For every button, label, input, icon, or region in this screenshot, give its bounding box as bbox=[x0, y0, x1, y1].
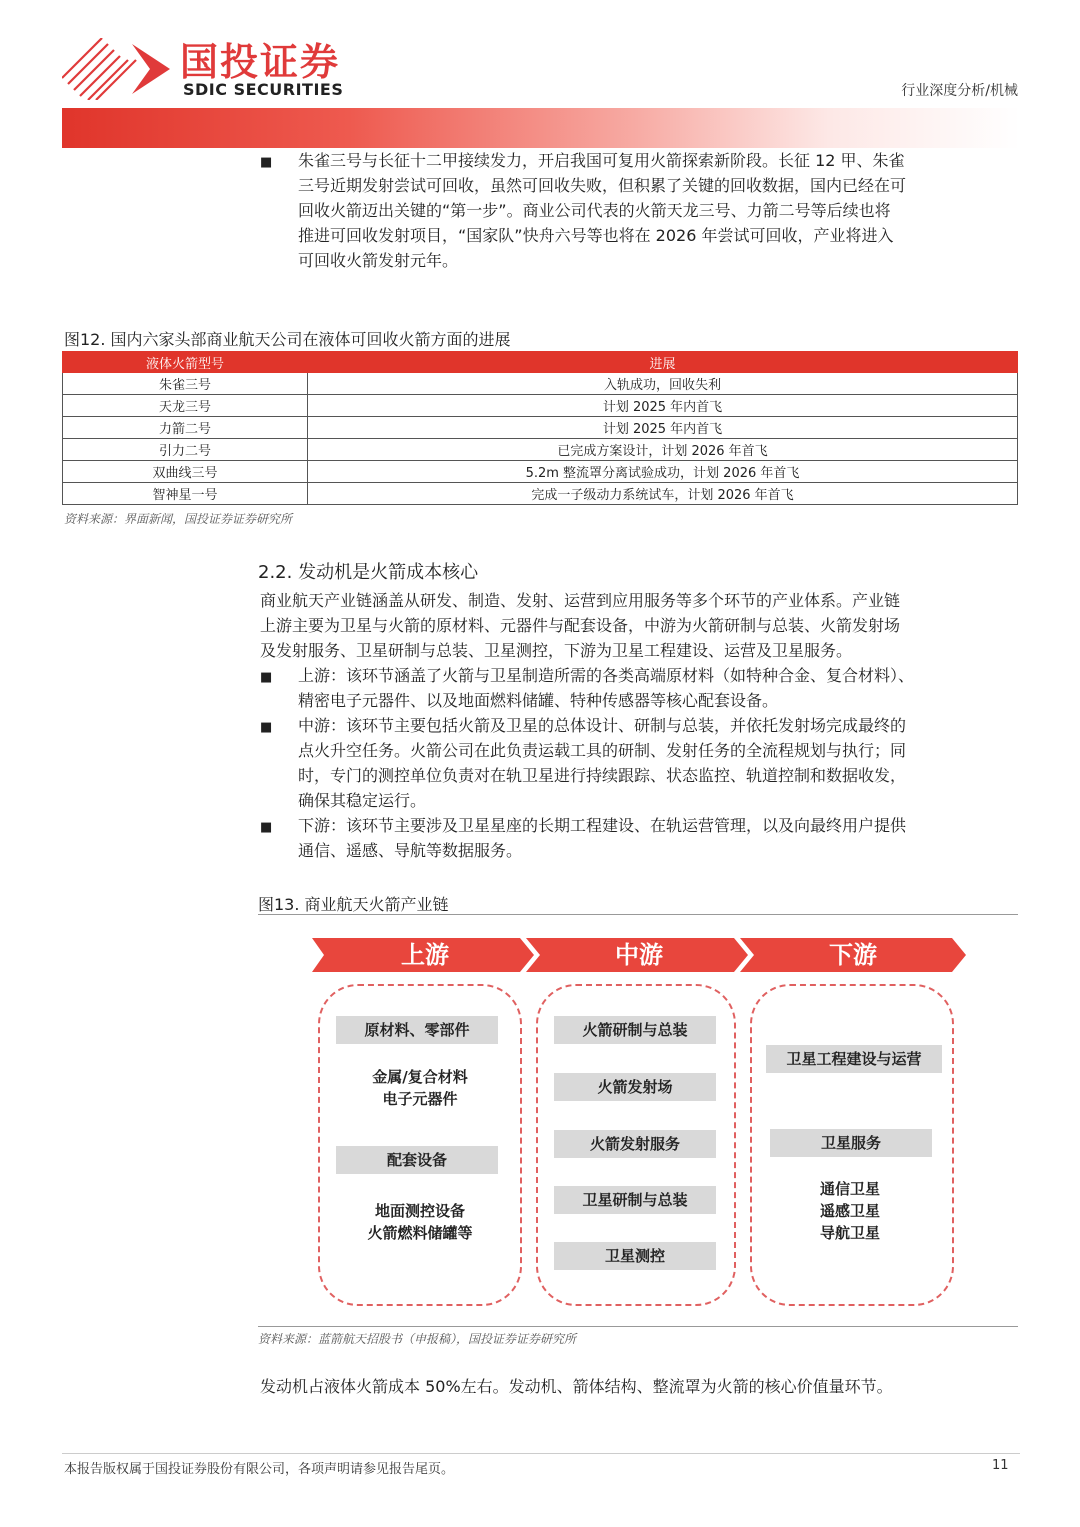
bullet-downstream bbox=[298, 813, 1022, 863]
midstream-bar: 卫星测控 bbox=[554, 1242, 716, 1270]
figure12-title: 图12. 国内六家头部商业航天公司在液体可回收火箭方面的进展 bbox=[64, 330, 511, 349]
table-cell: 朱雀三号 bbox=[63, 373, 308, 395]
upstream-bar-materials: 原材料、零部件 bbox=[336, 1016, 498, 1044]
text-line: 时，专门的测控单位负责对在轨卫星进行持续跟踪、状态监控、轨道控制和数据收发， bbox=[298, 766, 907, 785]
text-line: 中游：该环节主要包括火箭及卫星的总体设计、研制与总装，并依托发射场完成最终的 bbox=[298, 716, 907, 735]
bullet-square-icon: ■ bbox=[260, 670, 273, 685]
section-intro bbox=[260, 588, 1022, 663]
text-line: 遥感卫星 bbox=[819, 1202, 880, 1220]
downstream-bar-service: 卫星服务 bbox=[770, 1129, 932, 1157]
text-line: 上游：该环节涵盖了火箭与卫星制造所需的各类高端原材料（如特种合金、复合材料）、 bbox=[298, 666, 915, 685]
bullet-square-icon: ■ bbox=[260, 720, 273, 735]
stage-midstream-label: 中游 bbox=[615, 941, 663, 969]
footer-text: 本报告版权属于国投证券股份有限公司，各项声明请参见报告尾页。 bbox=[64, 1462, 455, 1477]
logo-text-en: SDIC SECURITIES bbox=[183, 80, 344, 99]
logo-mark-icon bbox=[62, 38, 174, 100]
figure12-source: 资料来源：界面新闻，国投证券证券研究所 bbox=[64, 512, 293, 526]
figure12-table bbox=[62, 351, 1018, 505]
text-line: 朱雀三号与长征十二甲接续发力，开启我国可复用火箭探索新阶段。长征 12 甲、朱雀 bbox=[298, 151, 905, 170]
table-row bbox=[63, 483, 1018, 505]
table-header-row bbox=[63, 352, 1018, 373]
table-cell: 双曲线三号 bbox=[63, 461, 308, 483]
downstream-bar-construction: 卫星工程建设与运营 bbox=[766, 1045, 942, 1073]
upstream-bar-equipment: 配套设备 bbox=[336, 1146, 498, 1174]
report-category: 行业深度分析/机械 bbox=[901, 83, 1018, 99]
midstream-bar: 火箭研制与总装 bbox=[554, 1016, 716, 1044]
text-line: 通信卫星 bbox=[819, 1180, 880, 1198]
figure13-source: 资料来源：蓝箭航天招股书（申报稿），国投证券证券研究所 bbox=[258, 1332, 577, 1346]
text-line: 电子元器件 bbox=[382, 1090, 458, 1108]
text-line: 导航卫星 bbox=[819, 1224, 880, 1242]
text-line: 精密电子元器件、以及地面燃料储罐、特种传感器等核心配套设备。 bbox=[298, 691, 779, 710]
text-line: 金属/复合材料 bbox=[372, 1068, 468, 1086]
table-cell: 引力二号 bbox=[63, 439, 308, 461]
table-cell: 入轨成功，回收失利 bbox=[308, 373, 1018, 395]
text-line: 回收火箭迈出关键的“第一步”。商业公司代表的火箭天龙三号、力箭二号等后续也将 bbox=[298, 201, 891, 220]
column-header: 进展 bbox=[308, 352, 1018, 373]
table-cell: 天龙三号 bbox=[63, 395, 308, 417]
table-row bbox=[63, 461, 1018, 483]
stage-upstream-label: 上游 bbox=[401, 941, 449, 969]
table-cell: 智神星一号 bbox=[63, 483, 308, 505]
table-row bbox=[63, 395, 1018, 417]
intro-bullet-text bbox=[298, 148, 1022, 273]
text-line: 推进可回收发射项目，“国家队”快舟六号等也将在 2026 年尝试可回收，产业将进入 bbox=[298, 226, 894, 245]
bullet-square-icon: ■ bbox=[260, 820, 273, 835]
midstream-bar: 火箭发射场 bbox=[554, 1073, 716, 1101]
stage-downstream-label: 下游 bbox=[829, 941, 877, 969]
text-line: 及发射服务、卫星研制与总装、卫星测控，下游为卫星工程建设、运营及卫星服务。 bbox=[260, 641, 853, 660]
upstream-text-equipment bbox=[326, 1200, 514, 1244]
column-header: 液体火箭型号 bbox=[63, 352, 308, 373]
bullet-upstream bbox=[298, 663, 1022, 713]
divider bbox=[258, 1326, 1018, 1327]
text-line: 下游：该环节主要涉及卫星星座的长期工程建设、在轨运营管理，以及向最终用户提供 bbox=[298, 816, 907, 835]
section-title: 2.2. 发动机是火箭成本核心 bbox=[258, 562, 479, 583]
page-number: 11 bbox=[992, 1458, 1009, 1473]
text-line: 通信、遥感、导航等数据服务。 bbox=[298, 841, 523, 860]
downstream-text-satellites bbox=[758, 1178, 942, 1244]
logo-text-cn: 国投证券 bbox=[180, 40, 341, 84]
upstream-text-materials bbox=[326, 1066, 514, 1110]
table-row bbox=[63, 373, 1018, 395]
header-band bbox=[62, 108, 1020, 148]
table-cell: 力箭二号 bbox=[63, 417, 308, 439]
table-cell: 计划 2025 年内首飞 bbox=[308, 417, 1018, 439]
figure13-title: 图13. 商业航天火箭产业链 bbox=[258, 895, 449, 914]
bullet-midstream bbox=[298, 713, 1022, 813]
table-cell: 计划 2025 年内首飞 bbox=[308, 395, 1018, 417]
table-row bbox=[63, 439, 1018, 461]
footer-divider bbox=[62, 1453, 1020, 1454]
bullet-square-icon: ■ bbox=[260, 155, 273, 170]
text-line: 可回收火箭发射元年。 bbox=[298, 251, 459, 270]
text-line: 地面测控设备 bbox=[374, 1202, 465, 1220]
text-line: 确保其稳定运行。 bbox=[298, 791, 427, 810]
divider bbox=[258, 914, 1018, 915]
text-line: 上游主要为卫星与火箭的原材料、元器件与配套设备，中游为火箭研制与总装、火箭发射场 bbox=[260, 616, 901, 635]
text-line: 三号近期发射尝试可回收，虽然可回收失败，但积累了关键的回收数据，国内已经在可 bbox=[298, 176, 907, 195]
table-row bbox=[63, 417, 1018, 439]
table-cell: 已完成方案设计，计划 2026 年首飞 bbox=[308, 439, 1018, 461]
text-line: 商业航天产业链涵盖从研发、制造、发射、运营到应用服务等多个环节的产业体系。产业链 bbox=[260, 591, 901, 610]
closing-paragraph: 发动机占液体火箭成本 50%左右。发动机、箭体结构、整流罩为火箭的核心价值量环节。 bbox=[260, 1377, 893, 1396]
midstream-bar: 火箭发射服务 bbox=[554, 1130, 716, 1158]
table-cell: 5.2m 整流罩分离试验成功，计划 2026 年首飞 bbox=[308, 461, 1018, 483]
text-line: 火箭燃料储罐等 bbox=[367, 1224, 473, 1242]
midstream-bar: 卫星研制与总装 bbox=[554, 1186, 716, 1214]
table-cell: 完成一子级动力系统试车，计划 2026 年首飞 bbox=[308, 483, 1018, 505]
text-line: 点火升空任务。火箭公司在此负责运载工具的研制、发射任务的全流程规划与执行；同 bbox=[298, 741, 907, 760]
